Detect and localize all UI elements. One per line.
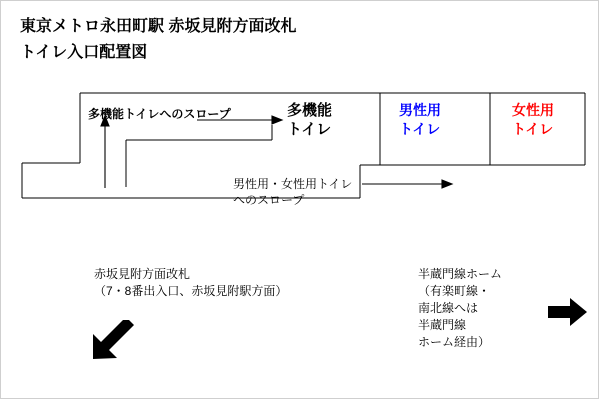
room-label-multi-purpose-line2: トイレ bbox=[287, 121, 332, 138]
caption-hanzomon-platform-line4: 半蔵門線 bbox=[418, 318, 467, 332]
slope-arrow-mens-womens-head bbox=[442, 180, 452, 188]
room-label-womens bbox=[512, 101, 554, 139]
annotation-slope-to-mens-womens-line1: 男性用・女性用トイレ bbox=[233, 177, 353, 191]
room-label-mens-line2: トイレ bbox=[399, 121, 441, 137]
annotation-slope-to-mens-womens bbox=[233, 176, 352, 208]
slope-arrow-multi-head bbox=[272, 116, 282, 124]
caption-akasakamitsuke-gate bbox=[94, 266, 287, 300]
caption-hanzomon-platform-line1: 半蔵門線ホーム bbox=[418, 267, 503, 281]
page-title-line1: 東京メトロ永田町駅 赤坂見附方面改札 bbox=[20, 18, 297, 35]
caption-akasakamitsuke-gate-line1: 赤坂見附方面改札 bbox=[94, 267, 191, 281]
annotation-slope-to-multi: 多機能トイレへのスロープ bbox=[88, 107, 231, 121]
room-label-womens-line1: 女性用 bbox=[512, 102, 554, 118]
room-label-mens bbox=[399, 101, 441, 139]
arrow-southwest-icon bbox=[88, 320, 134, 369]
caption-hanzomon-platform-line5: ホーム経由） bbox=[418, 335, 491, 349]
room-label-womens-line2: トイレ bbox=[512, 121, 554, 137]
annotation-slope-to-mens-womens-line2: へのスロープ bbox=[233, 193, 305, 207]
caption-akasakamitsuke-gate-line2: （7・8番出入口、赤坂見附駅方面） bbox=[94, 284, 288, 298]
room-label-multi-purpose bbox=[287, 101, 332, 139]
room-label-mens-line1: 男性用 bbox=[399, 102, 441, 118]
page-title-line2: トイレ入口配置図 bbox=[20, 44, 148, 61]
caption-hanzomon-platform-line3: 南北線へは bbox=[418, 301, 479, 315]
caption-hanzomon-platform-line2: （有楽町線・ bbox=[418, 284, 491, 298]
room-label-multi-purpose-line1: 多機能 bbox=[287, 102, 333, 119]
arrow-east-icon bbox=[548, 296, 588, 333]
caption-hanzomon-platform bbox=[418, 266, 502, 351]
